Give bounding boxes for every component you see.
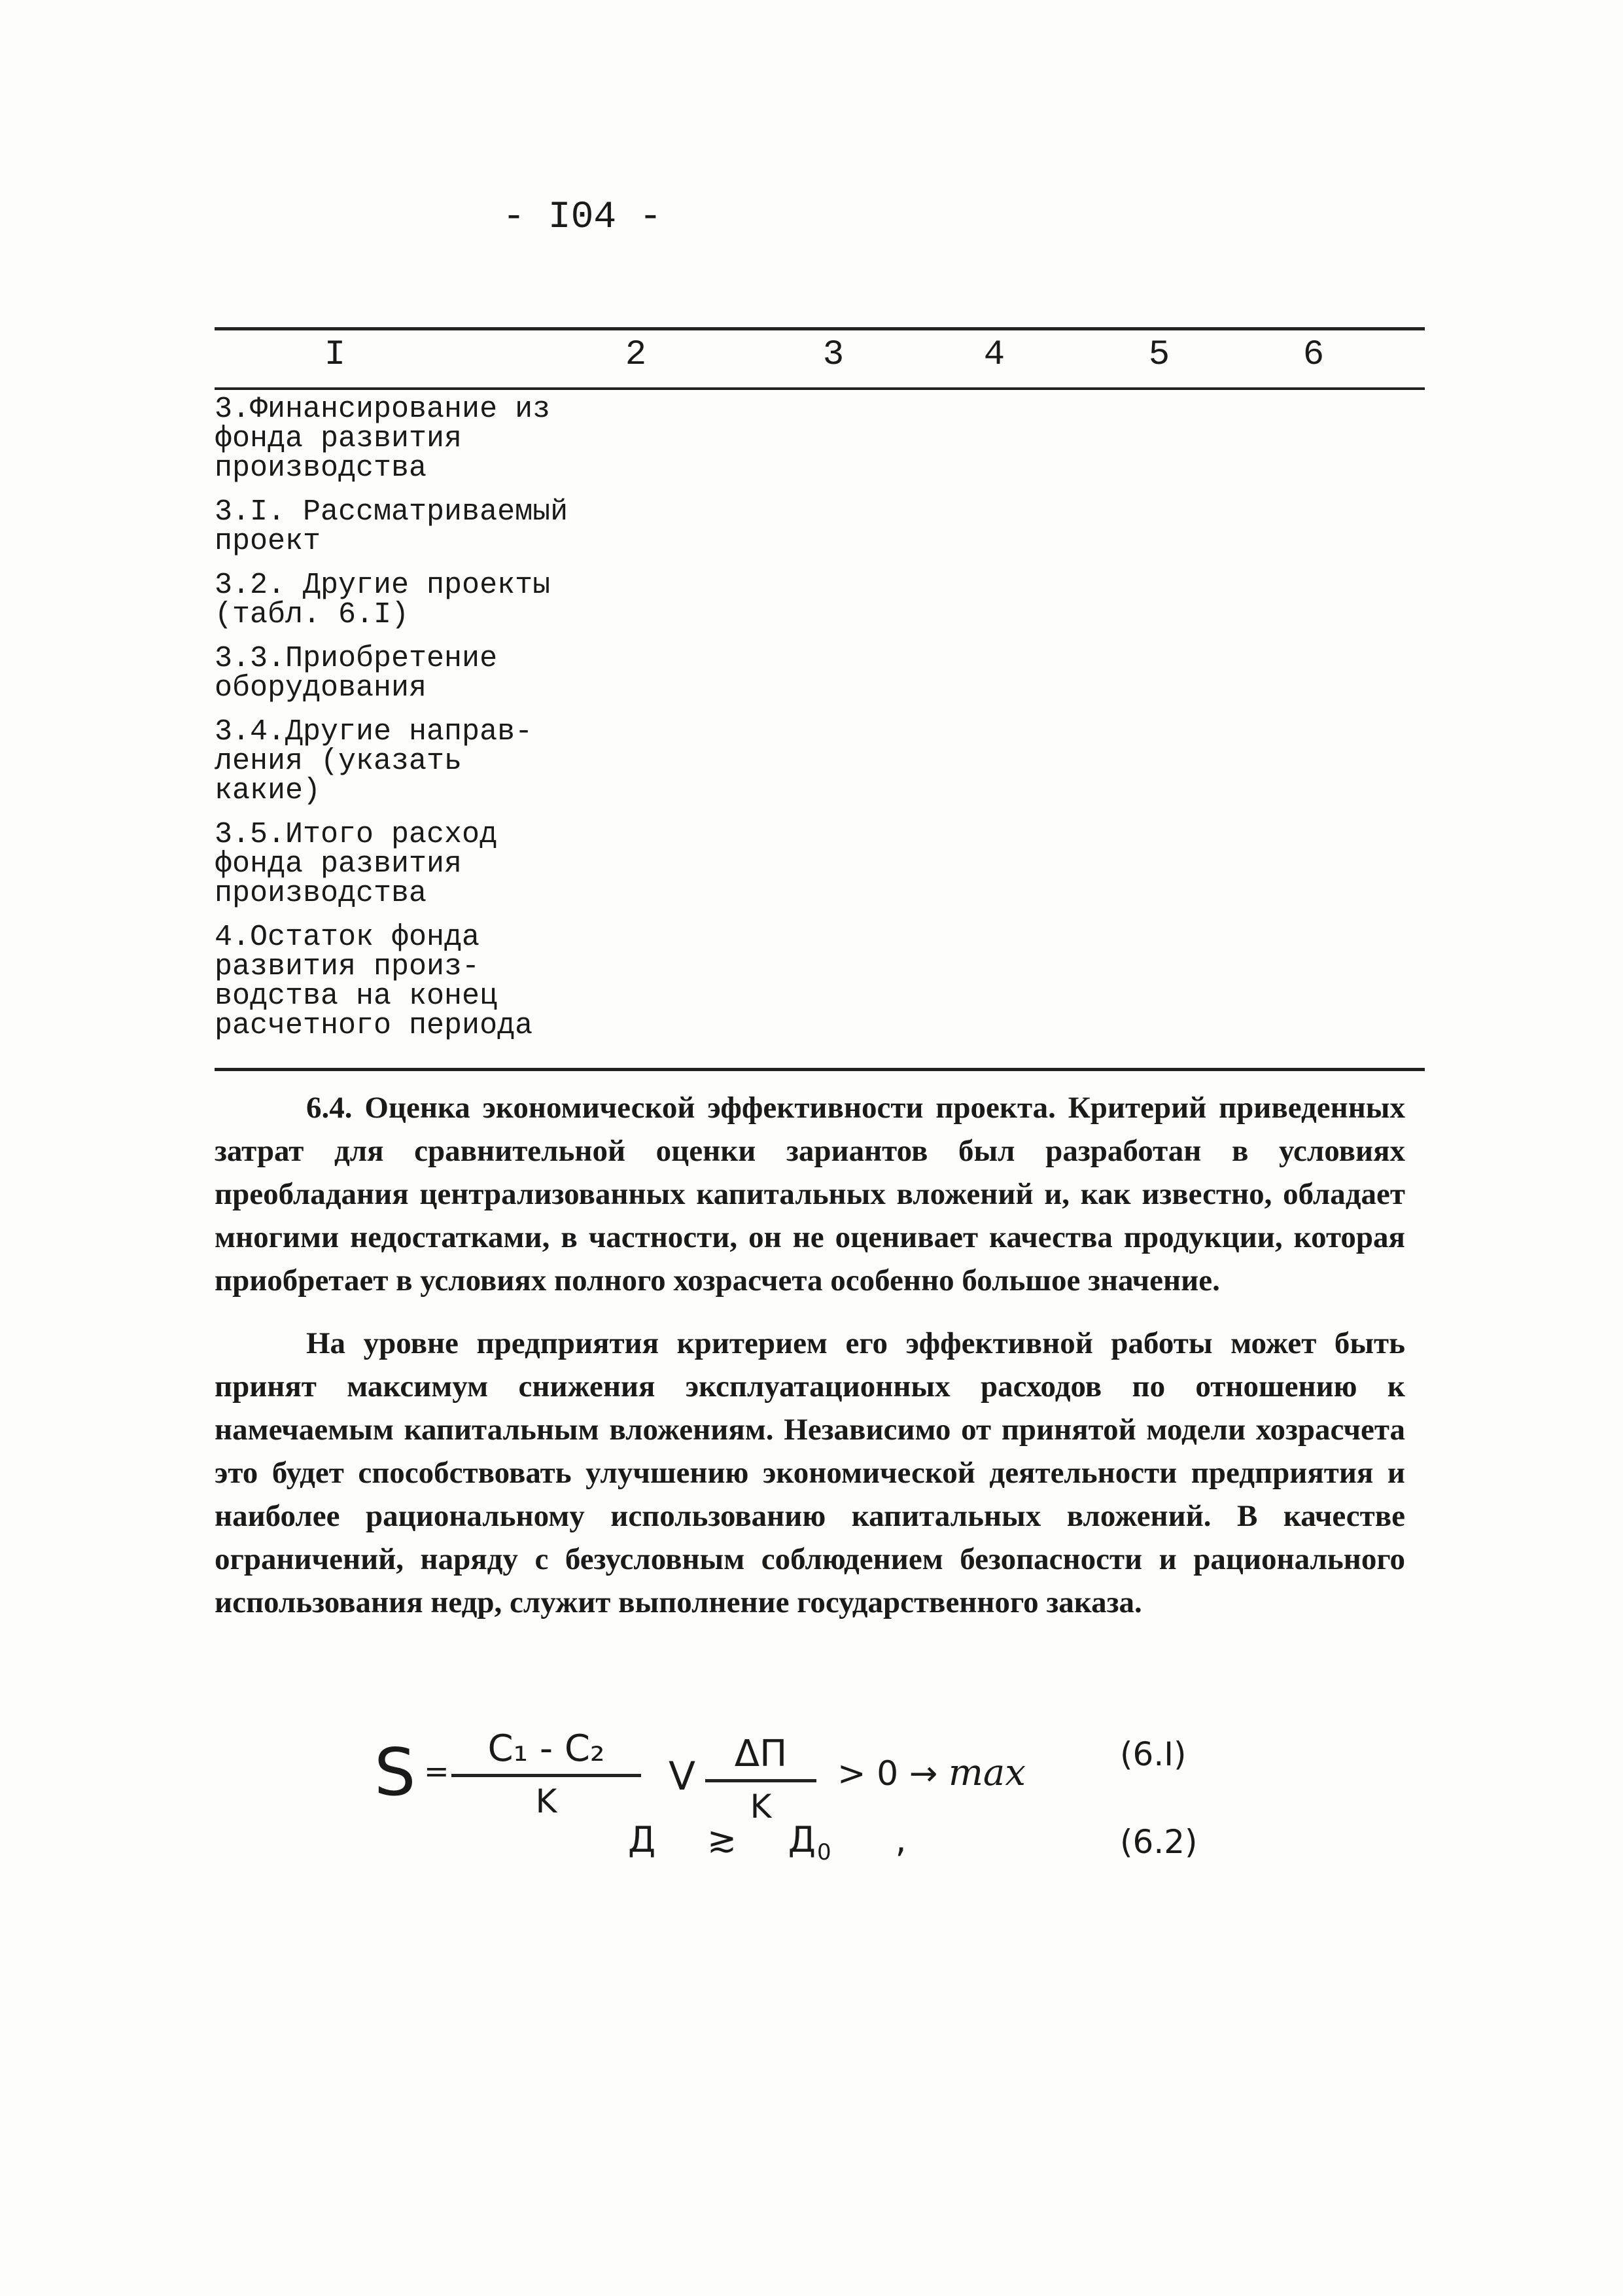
formula-2-operator: ≳	[707, 1819, 739, 1860]
col-header-4: 4	[983, 335, 1005, 375]
fraction-denominator: K	[750, 1788, 772, 1826]
table-row-labels	[215, 395, 581, 1055]
table-row-label: 3.I. Рассматриваемый проект	[215, 495, 568, 558]
equation-number-6-2: (6.2)	[1120, 1823, 1198, 1861]
table-row-label: 3.4.Другие направ- ления (указать какие)	[215, 715, 533, 807]
col-header-5: 5	[1148, 335, 1170, 375]
table-row-label: 3.5.Итого расход фонда развития производства	[215, 818, 498, 910]
table-row-label: 3.Финансирование из фонда развития производства	[215, 393, 551, 485]
table-header-rule	[215, 387, 1425, 390]
formula-1-lhs: S	[374, 1734, 416, 1810]
formula-1-equals: =	[424, 1754, 449, 1789]
fraction-denominator: K	[535, 1782, 557, 1820]
col-header-1: I	[324, 335, 346, 375]
table-row-label: 4.Остаток фонда развития произ- водства на конец расчетного периода	[215, 921, 533, 1042]
paragraph: 6.4. Оценка экономической эффективности проекта. Критерий приведенных затрат для сравнительной оценки зариантов был разработан в условиях преобладания централизованных капитальных вложений и, как известно, обладает многими недостатками, в частности, он не оценивает качества продукции, которая приобретает в условиях полного хозрасчета особенно большое значение.	[215, 1091, 1405, 1298]
fraction-numerator: C₁ - C₂	[451, 1727, 641, 1777]
table-row-label: 3.2. Другие проекты (табл. 6.I)	[215, 569, 551, 631]
formula-1-max: max	[948, 1752, 1026, 1794]
page-number: - I04 -	[502, 196, 662, 239]
col-header-2: 2	[625, 335, 647, 375]
col-header-3: 3	[822, 335, 845, 375]
formula-2-comma: ,	[895, 1819, 908, 1860]
body-text	[215, 1086, 1405, 1644]
formula-1-tail	[837, 1752, 1026, 1794]
formula-2-rhs-subscript: 0	[816, 1839, 833, 1865]
col-header-6: 6	[1302, 335, 1325, 375]
formula-1-or: V	[669, 1754, 696, 1799]
paragraph: На уровне предприятия критерием его эффективной работы может быть принят максимум снижения эксплуатационных расходов по отношению к намечаемым капитальным вложениям. Независимо от принятой модели хозрасчета это будет способствовать улучшению экономической деятельности предприятия и наиболее рациональному использованию капитальных вложений. В качестве ограничений, наряду с безусловным соблюдением безопасности и рационального использования недр, служит выполнение государственного заказа.	[215, 1326, 1405, 1619]
formula-1-fraction-1	[451, 1727, 641, 1820]
formula-2-rhs: Д	[788, 1819, 817, 1860]
formula-1-fraction-2	[705, 1733, 816, 1826]
table-top-rule	[215, 327, 1425, 330]
formula-2-lhs: Д	[628, 1819, 657, 1860]
table-row-label: 3.3.Приобретение оборудования	[215, 642, 498, 705]
formula-1-inequality: > 0 →	[837, 1754, 938, 1793]
equation-number-6-1: (6.I)	[1120, 1735, 1187, 1773]
fraction-numerator: ΔП	[705, 1733, 816, 1782]
table-bottom-rule	[215, 1068, 1425, 1071]
formula-2	[628, 1819, 908, 1865]
